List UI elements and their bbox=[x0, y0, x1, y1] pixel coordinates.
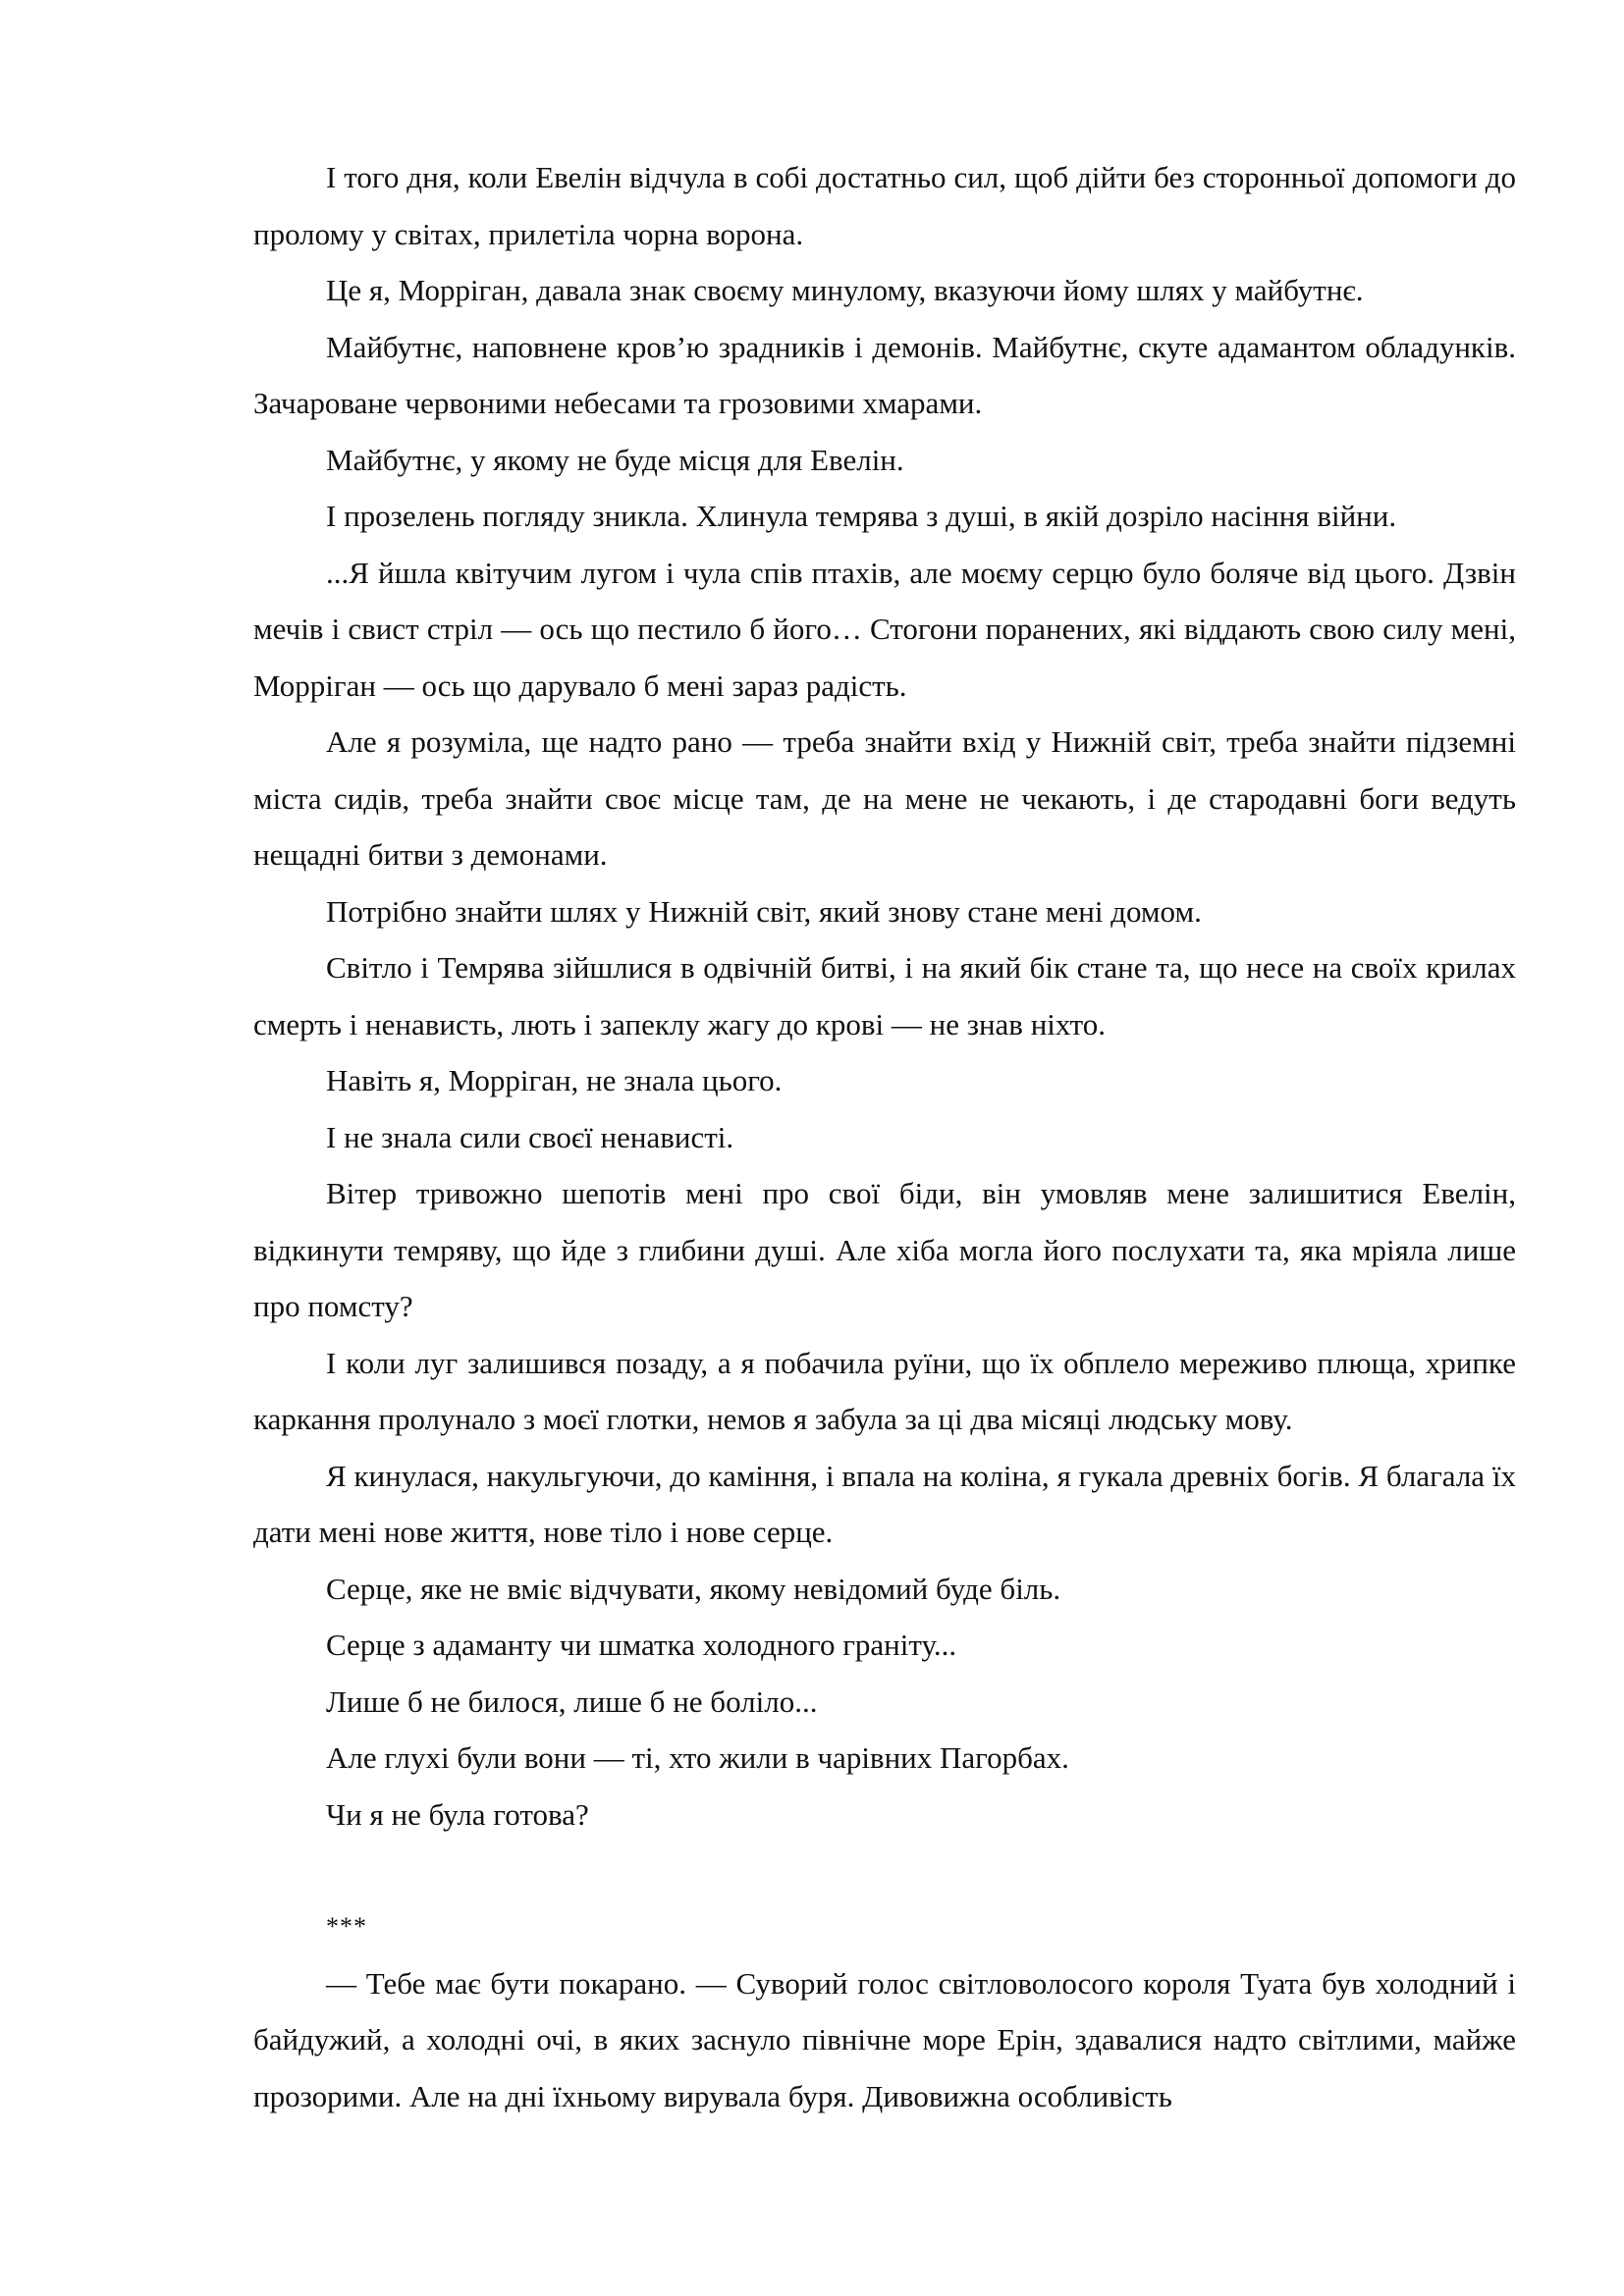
closing-paragraph: — Тебе має бути покарано. — Суворий голос світловолосого короля Туата був холодний і байдужий, а холодні очі, в яких заснуло північне море Ерін, здавалися надто світлими, майже прозорими. Але на дні їхньому вирувала буря. Дивовижна особливість bbox=[253, 1965, 1516, 2113]
paragraph-9: Світло і Темрява зійшлися в одвічній битві, і на який бік стане та, що несе на своїх крилах смерть і ненависть, лють і запеклу жагу до крові — не знав ніхто. bbox=[253, 950, 1516, 1041]
paragraph-16: Серце з адаманту чи шматка холодного граніту... bbox=[326, 1628, 957, 1662]
paragraph-5: І прозелень погляду зникла. Хлинула темрява з душі, в якій дозріло насіння війни. bbox=[326, 499, 1397, 533]
paragraph-7: Але я розуміла, ще надто рано — треба знайти вхід у Нижній світ, треба знайти підземні міста сидів, треба знайти своє місце там, де на мене не чекають, і де стародавні боги ведуть нещадні битви з демонами. bbox=[253, 724, 1516, 872]
paragraph-3: Майбутнє, наповнене кров’ю зрадників і демонів. Майбутнє, скуте адамантом обладунків. Зачароване червоними небесами та грозовими хмарами. bbox=[253, 329, 1516, 420]
paragraph-15: Серце, яке не вміє відчувати, якому невідомий буде біль. bbox=[326, 1571, 1061, 1606]
paragraph-6: ...Я йшла квітучим лугом і чула спів птахів, але моєму серцю було боляче від цього. Дзвін мечів і свист стріл — ось що пестило б його… Стогони поранених, які віддають свою силу мені, Морріган — ось що дарувало б мені зараз радість. bbox=[253, 555, 1516, 703]
paragraph-8: Потрібно знайти шлях у Нижній світ, який знову стане мені домом. bbox=[326, 893, 1202, 929]
paragraph-13: І коли луг залишився позаду, а я побачила руїни, що їх обплело мереживо плюща, хрипке каркання пролунало з моєї глотки, немов я забула за ці два місяці людську мову. bbox=[253, 1345, 1516, 1436]
paragraph-14: Я кинулася, накульгуючи, до каміння, і впала на коліна, я гукала древніх богів. Я благала їх дати мені нове життя, нове тіло і нове серце. bbox=[253, 1458, 1516, 1549]
paragraph-1: І того дня, коли Евелін відчула в собі достатньо сил, щоб дійти без сторонньої допомоги до пролому у світах, прилетіла чорна ворона. bbox=[253, 160, 1516, 251]
paragraph-19: Чи я не була готова? bbox=[326, 1796, 589, 1832]
paragraph-11: І не знала сили своєї ненависті. bbox=[326, 1119, 734, 1154]
paragraph-10: Навіть я, Морріган, не знала цього. bbox=[326, 1063, 783, 1097]
paragraph-4: Майбутнє, у якому не буде місця для Евелін. bbox=[326, 442, 904, 477]
paragraph-17: Лише б не билося, лише б не боліло... bbox=[326, 1683, 818, 1719]
paragraph-2: Це я, Морріган, давала знак своєму минулому, вказуючи йому шлях у майбутнє. bbox=[326, 273, 1364, 307]
paragraph-18: Але глухі були вони — ті, хто жили в чарівних Пагорбах. bbox=[326, 1740, 1069, 1775]
paragraph-12: Вітер тривожно шепотів мені про свої біди, він умовляв мене залишитися Евелін, відкинути темряву, що йде з глибини душі. Але хіба могла його послухати та, яка мріяла лише про помсту? bbox=[253, 1176, 1516, 1323]
section-separator: *** bbox=[326, 1912, 367, 1941]
document-text-body bbox=[253, 149, 1516, 2124]
